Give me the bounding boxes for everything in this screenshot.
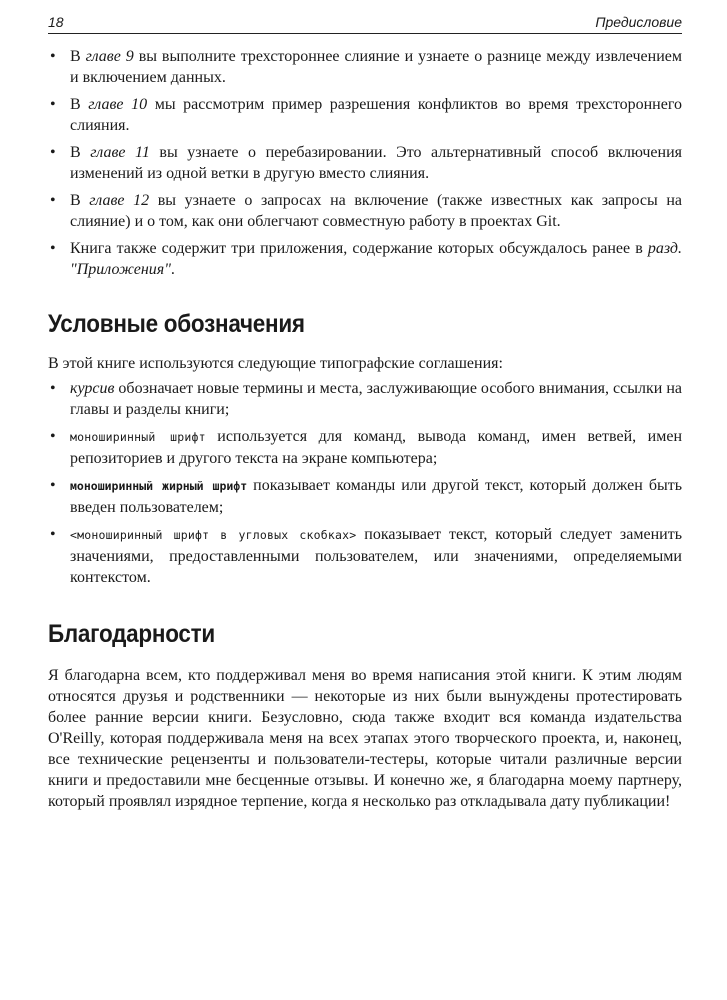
conventions-intro: В этой книге используются следующие типографские соглашения: xyxy=(48,355,503,372)
section-heading: Благодарности xyxy=(48,620,215,648)
list-item: • моноширинный шрифт используется для команд, вывода команд, имен ветвей, имен репозиториев и другого текста на экране компьютера; xyxy=(50,428,683,467)
list-item: • В главе 11 вы узнаете о перебазировании. Это альтернативный способ включения изменений из одной ветки в другую вместо слияния. xyxy=(50,144,683,182)
convention-term: курсив xyxy=(70,380,115,397)
conventions-list xyxy=(48,378,682,588)
convention-term: моноширинный шрифт xyxy=(70,430,206,444)
acknowledgements-paragraph: Я благодарна всем, кто поддерживал меня во время написания этой книги. К этим людям относятся друзья и родственники — некоторые из них были вынуждены протестировать более ранние версии книги. Безусловно, сюда также входит вся команда издательства O'Reilly, которая поддерживала меня на всех этапах этого творческого проекта, и, наконец, все технические рецензенты и пользователи-тестеры, которые читали различные версии книги и предоставили мне бесценные отзывы. И конечно же, я благодарна моему партнеру, который проявлял изрядное терпение, когда я несколько раз откладывала дату публикации! xyxy=(48,667,682,810)
chapter-reference: главе 9 xyxy=(85,48,134,65)
bullet-icon: • xyxy=(50,526,56,543)
page-number: 18 xyxy=(48,14,64,30)
chapter-reference: главе 11 xyxy=(90,144,150,161)
list-item: • <моноширинный шрифт в угловых скобках> показывает текст, который следует заменить значениями, предоставленными пользователем, или значениями, определяемыми контекстом. xyxy=(50,526,682,586)
bullet-icon: • xyxy=(50,380,56,397)
list-item: • В главе 10 мы рассмотрим пример разрешения конфликтов во время трехстороннего слияния. xyxy=(50,96,682,134)
conventions-section xyxy=(48,353,682,588)
bullet-icon: • xyxy=(50,240,56,257)
list-item: • В главе 9 вы выполните трехстороннее слияние и узнаете о разнице между извлечением и включением данных. xyxy=(50,48,682,86)
section-reference: разд. "Приложения" xyxy=(70,240,682,278)
chapter-overview-list xyxy=(48,46,682,280)
bullet-icon: • xyxy=(50,428,56,445)
bullet-icon: • xyxy=(50,144,56,161)
bullet-icon: • xyxy=(50,48,56,65)
list-item: • Книга также содержит три приложения, содержание которых обсуждалось ранее в разд. "Приложения". xyxy=(50,240,682,278)
convention-term: моноширинный жирный шрифт xyxy=(70,479,248,493)
bullet-icon: • xyxy=(50,477,56,494)
convention-term: <моноширинный шрифт в угловых скобках> xyxy=(70,528,357,542)
running-header xyxy=(48,14,682,34)
chapter-reference: главе 10 xyxy=(88,96,148,113)
chapter-title: Предисловие xyxy=(595,14,682,30)
chapter-reference: главе 12 xyxy=(89,192,150,209)
book-page xyxy=(48,14,682,812)
section-heading: Условные обозначения xyxy=(48,310,305,338)
list-item: • курсив обозначает новые термины и места, заслуживающие особого внимания, ссылки на главы и разделы книги; xyxy=(50,380,682,418)
list-item: • моноширинный жирный шрифт показывает команды или другой текст, который должен быть введен пользователем; xyxy=(50,477,682,516)
bullet-icon: • xyxy=(50,96,56,113)
bullet-icon: • xyxy=(50,192,56,209)
list-item: • В главе 12 вы узнаете о запросах на включение (также известных как запросы на слияние) и о том, как они облегчают совместную работу в проектах Git. xyxy=(50,192,683,230)
